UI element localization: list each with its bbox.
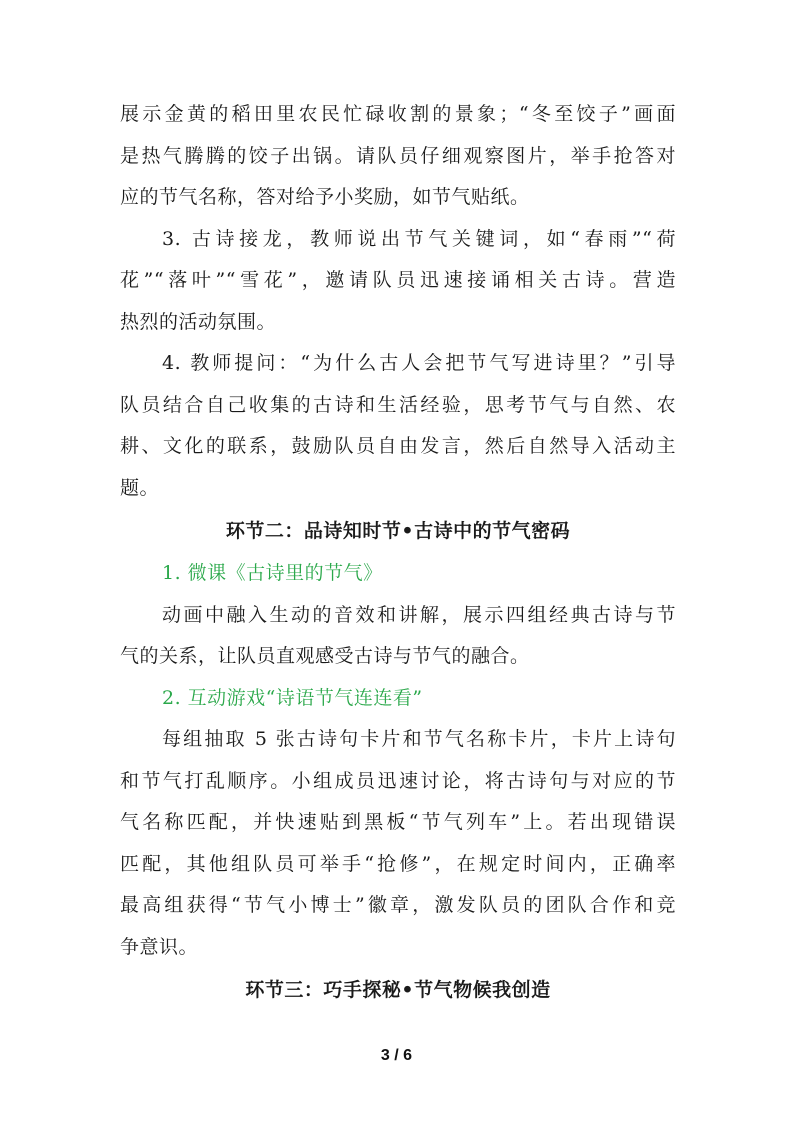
text-line: 耕、文化的联系，鼓励队员自由发言，然后自然导入活动主 [120, 435, 676, 457]
text-line: 气名称匹配，并快速贴到黑板“节气列车”上。若出现错误 [120, 811, 676, 833]
subsection-title: 1. 微课《古诗里的节气》 [162, 562, 383, 584]
page-content [120, 94, 676, 1012]
text-line: 4. 教师提问：“为什么古人会把节气写进诗里？”引导 [162, 352, 676, 374]
text-line: 热烈的活动氛围。 [120, 310, 277, 333]
text-line: 展示金黄的稻田里农民忙碌收割的景象；“冬至饺子”画面 [120, 103, 676, 125]
text-line: 是热气腾腾的饺子出锅。请队员仔细观察图片，举手抢答对 [120, 144, 676, 167]
text-line: 最高组获得“节气小博士”徽章，激发队员的团队合作和竞 [120, 894, 676, 916]
section-heading: 环节二：品诗知时节•古诗中的节气密码 [225, 520, 571, 542]
paragraph [120, 719, 676, 968]
paragraph [120, 343, 676, 509]
paragraph [120, 219, 676, 344]
subsection-title: 2. 互动游戏“诗语节气连连看” [162, 686, 423, 709]
text-line: 和节气打乱顺序。小组成员迅速讨论，将古诗句与对应的节 [120, 769, 676, 792]
section-heading: 环节三：巧手探秘•节气物候我创造 [245, 979, 551, 1001]
text-line: 题。 [120, 476, 160, 499]
text-line: 争意识。 [120, 935, 199, 958]
page-number: 3 / 6 [380, 1047, 413, 1064]
paragraph [120, 595, 676, 678]
text-line: 队员结合自己收集的古诗和生活经验，思考节气与自然、农 [120, 393, 676, 416]
text-line: 花”“落叶”“雪花”，邀请队员迅速接诵相关古诗。营造 [120, 269, 676, 291]
text-line: 匹配，其他组队员可举手“抢修”，在规定时间内，正确率 [120, 852, 676, 875]
text-line: 气的关系，让队员直观感受古诗与节气的融合。 [120, 645, 530, 667]
text-line: 应的节气名称，答对给予小奖励，如节气贴纸。 [120, 186, 530, 208]
text-line: 3. 古诗接龙，教师说出节气关键词，如“春雨”“荷 [162, 227, 676, 250]
paragraph [120, 94, 676, 219]
text-line: 每组抽取 5 张古诗句卡片和节气名称卡片，卡片上诗句 [162, 728, 676, 750]
text-line: 动画中融入生动的音效和讲解，展示四组经典古诗与节 [162, 603, 676, 626]
